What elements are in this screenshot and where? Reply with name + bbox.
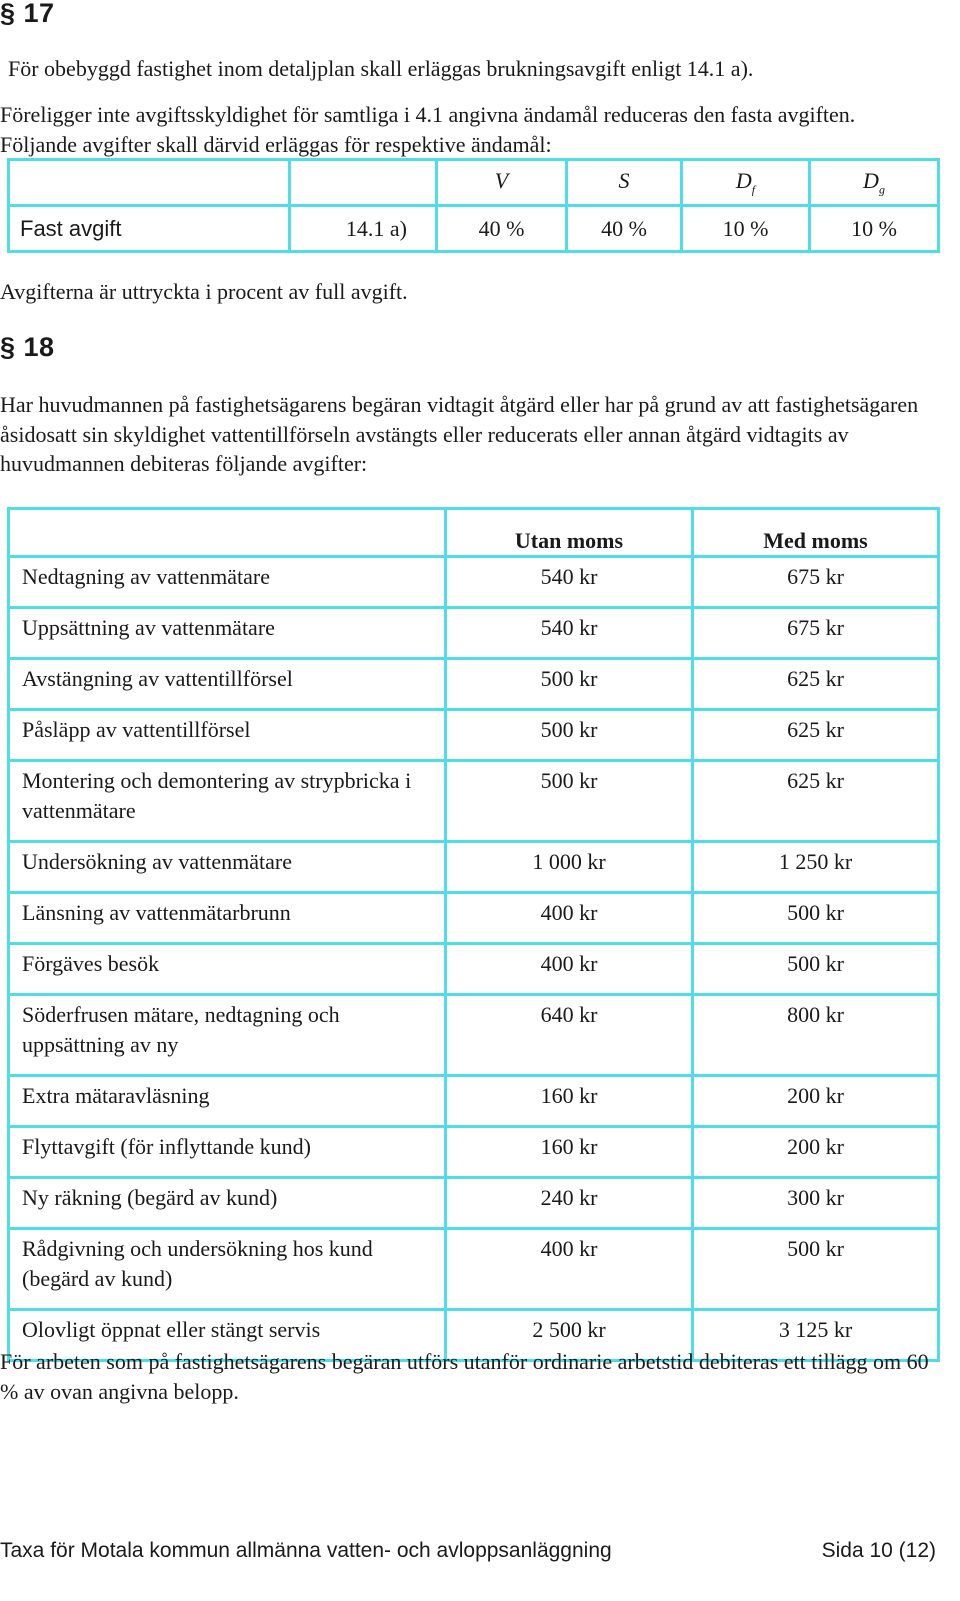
row-med-moms: 200 kr <box>693 1076 939 1127</box>
section-18-heading: § 18 <box>0 332 55 362</box>
row-utan-moms: 640 kr <box>446 995 693 1076</box>
row-name: Rådgivning och undersökning hos kund (begärd av kund) <box>9 1229 446 1310</box>
table-row <box>9 659 939 710</box>
table-row <box>9 1076 939 1127</box>
row-name: Ny räkning (begärd av kund) <box>9 1178 446 1229</box>
row-med-moms: 800 kr <box>693 995 939 1076</box>
row-med-moms: 300 kr <box>693 1178 939 1229</box>
section-18-paragraph-1: Har huvudmannen på fastighetsägarens begäran vidtagit åtgärd eller har på grund av att fastighetsägaren åsidosatt sin skyldighet vattentillförseln avstängts eller reducerats eller annan åtgärd vidtagits av huvudmannen debiteras följande avgifter: <box>0 392 919 476</box>
row-utan-moms: 540 kr <box>446 608 693 659</box>
table-row <box>9 995 939 1076</box>
row-utan-moms: 400 kr <box>446 944 693 995</box>
row-utan-moms: 160 kr <box>446 1076 693 1127</box>
row-reference: 14.1 a) <box>290 206 437 252</box>
row-name: Uppsättning av vattenmätare <box>9 608 446 659</box>
row-utan-moms: 1 000 kr <box>446 842 693 893</box>
row-name: Undersökning av vattenmätare <box>9 842 446 893</box>
table-row <box>9 1127 939 1178</box>
row-med-moms: 625 kr <box>693 710 939 761</box>
row-utan-moms: 500 kr <box>446 710 693 761</box>
row-name: Påsläpp av vattentillförsel <box>9 710 446 761</box>
row-med-moms: 675 kr <box>693 608 939 659</box>
section-17-note: Avgifterna är uttryckta i procent av full avgift. <box>0 279 408 304</box>
row-utan-moms: 2 500 kr <box>446 1310 693 1361</box>
section-17-paragraph-1: För obebyggd fastighet inom detaljplan skall erläggas brukningsavgift enligt 14.1 a). <box>8 56 754 81</box>
section-17-heading: § 17 <box>0 0 55 28</box>
row-med-moms: 500 kr <box>693 944 939 995</box>
header-empty-cell <box>9 509 446 557</box>
row-utan-moms: 500 kr <box>446 761 693 842</box>
header-empty-cell <box>9 160 290 206</box>
row-med-moms: 675 kr <box>693 557 939 608</box>
table-row <box>9 842 939 893</box>
header-df: $D_f$ <box>682 160 810 206</box>
table-row <box>9 1178 939 1229</box>
header-med-moms: Med moms <box>693 509 939 557</box>
table-row <box>9 944 939 995</box>
header-s: S <box>567 160 682 206</box>
header-empty-cell <box>290 160 437 206</box>
table-header-row <box>9 509 939 557</box>
value-s: 40 % <box>567 206 682 252</box>
row-med-moms: 3 125 kr <box>693 1310 939 1361</box>
row-label: Fast avgift <box>9 206 290 252</box>
fee-table <box>7 507 940 1362</box>
row-med-moms: 200 kr <box>693 1127 939 1178</box>
row-utan-moms: 400 kr <box>446 1229 693 1310</box>
value-v: 40 % <box>437 206 567 252</box>
row-name: Nedtagning av vattenmätare <box>9 557 446 608</box>
table-row <box>9 893 939 944</box>
header-v: V <box>437 160 567 206</box>
row-utan-moms: 160 kr <box>446 1127 693 1178</box>
table-header-row <box>9 160 939 206</box>
row-med-moms: 625 kr <box>693 761 939 842</box>
row-name: Flyttavgift (för inflyttande kund) <box>9 1127 446 1178</box>
row-name: Söderfrusen mätare, nedtagning och uppsättning av ny <box>9 995 446 1076</box>
row-utan-moms: 540 kr <box>446 557 693 608</box>
value-df: 10 % <box>682 206 810 252</box>
row-med-moms: 500 kr <box>693 1229 939 1310</box>
value-dg: 10 % <box>810 206 939 252</box>
table-row <box>9 710 939 761</box>
row-med-moms: 500 kr <box>693 893 939 944</box>
row-utan-moms: 400 kr <box>446 893 693 944</box>
row-med-moms: 625 kr <box>693 659 939 710</box>
row-utan-moms: 240 kr <box>446 1178 693 1229</box>
table-row <box>9 206 939 252</box>
row-name: Extra mätaravläsning <box>9 1076 446 1127</box>
footer-page-number: Sida 10 (12) <box>821 1539 936 1562</box>
table-row <box>9 761 939 842</box>
row-name: Förgäves besök <box>9 944 446 995</box>
table-row <box>9 1229 939 1310</box>
partial-fee-table <box>7 158 940 253</box>
table-row <box>9 557 939 608</box>
header-utan-moms: Utan moms <box>446 509 693 557</box>
header-dg: $D_g$ <box>810 160 939 206</box>
table-row <box>9 608 939 659</box>
row-med-moms: 1 250 kr <box>693 842 939 893</box>
footer-title: Taxa för Motala kommun allmänna vatten- och avloppsanläggning <box>0 1539 612 1562</box>
row-name: Avstängning av vattentillförsel <box>9 659 446 710</box>
row-utan-moms: 500 kr <box>446 659 693 710</box>
row-name: Länsning av vattenmätarbrunn <box>9 893 446 944</box>
row-name: Olovligt öppnat eller stängt servis <box>9 1310 446 1361</box>
row-name: Montering och demontering av strypbricka i vattenmätare <box>9 761 446 842</box>
section-18-note: För arbeten som på fastighetsägarens begäran utförs utanför ordinarie arbetstid debiteras ett tillägg om 60 % av ovan angivna belopp. <box>0 1349 929 1404</box>
section-17-paragraph-2: Föreligger inte avgiftsskyldighet för samtliga i 4.1 angivna ändamål reduceras den fasta avgiften. Följande avgifter skall därvid erläggas för respektive ändamål: <box>0 102 856 157</box>
